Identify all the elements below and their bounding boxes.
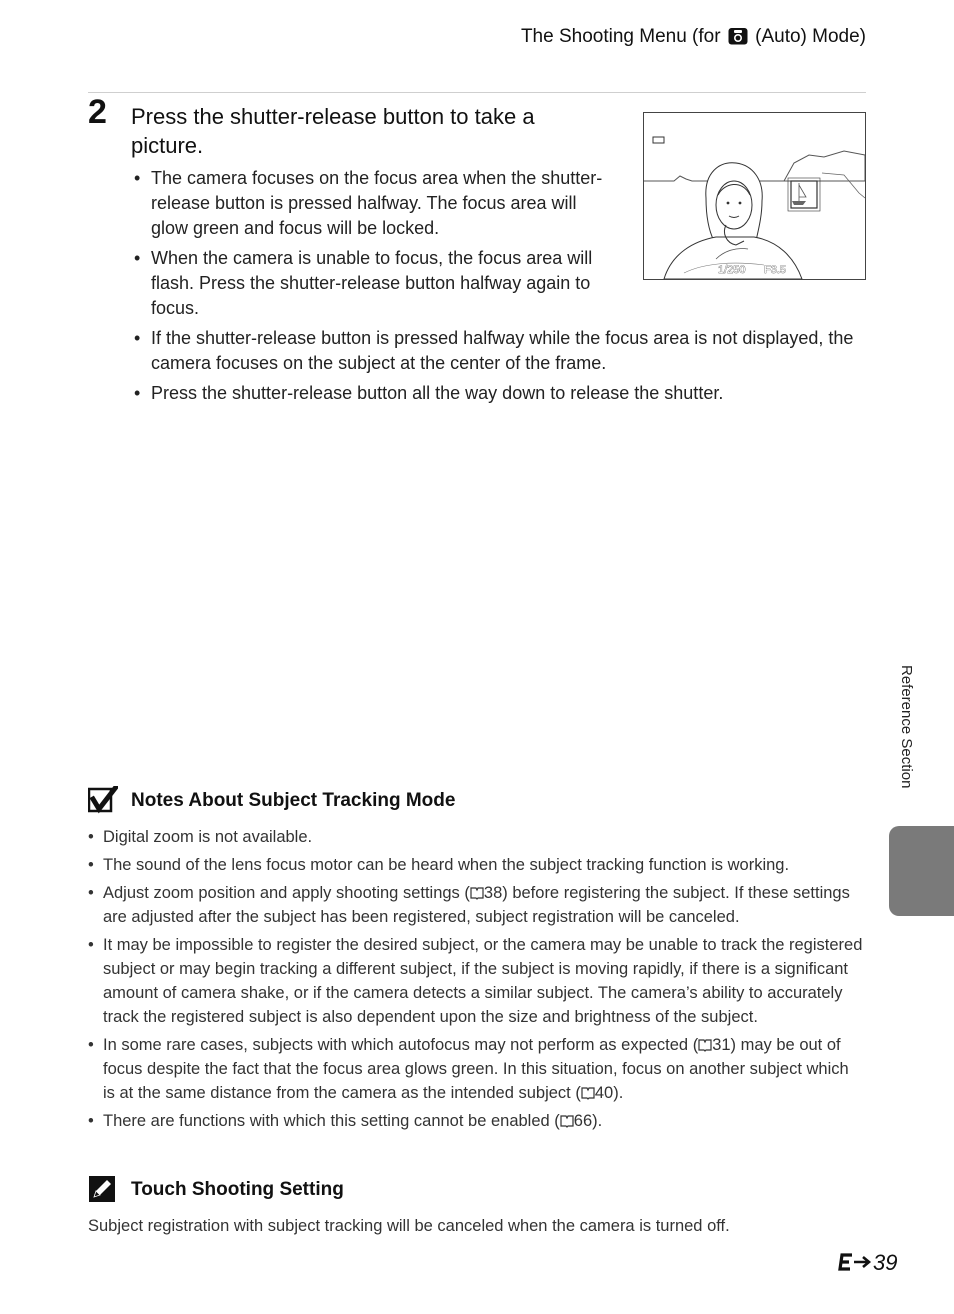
header-divider	[88, 92, 866, 93]
bullet-icon: •	[88, 884, 94, 902]
list-item: • Press the shutter-release button all the way down to release the shutter.	[151, 381, 861, 406]
list-item: • It may be impossible to register the desired subject, or the camera may be unable to track the registered subject or may begin tracking a different subject, if the subject is moving rapidly, if there is a significant amount of camera shake, or if the camera detects a similar subject. The camera’s ability to accurately track the registered subject is also dependent upon the size and brightness of the subject.	[103, 933, 863, 1029]
bullet-icon: •	[88, 1112, 94, 1130]
bullet-icon: •	[134, 383, 141, 403]
page-number: 39	[838, 1250, 897, 1279]
notes-bullet-list	[88, 825, 863, 1137]
touch-title: Touch Shooting Setting	[131, 1179, 344, 1200]
list-item: • If the shutter-release button is pressed halfway while the focus area is not displayed, the camera focuses on the subject at the center of the frame.	[134, 328, 854, 373]
checkmark-caution-icon	[88, 786, 118, 814]
bullet-icon: •	[134, 328, 141, 348]
list-item: • In some rare cases, subjects with which autofocus may not perform as expected ( 31) may be out of focus despite the fact that the focus area glows green. In this situation, focus on another subject which is at the same distance from the camera as the intended subject ( 40).	[103, 1033, 863, 1105]
list-item: • The camera focuses on the focus area when the shutter-release button is pressed halfway. The focus area will glow green and focus will be locked.	[134, 168, 603, 238]
page-reference-icon	[470, 883, 484, 897]
aperture-readout: F3.5	[764, 264, 787, 276]
list-item: • There are functions with which this setting cannot be enabled ( 66).	[103, 1109, 863, 1133]
side-section-label: Reference Section	[898, 665, 915, 789]
bullet-icon: •	[88, 856, 94, 874]
header-title-suffix: (Auto) Mode)	[755, 26, 866, 47]
shutter-speed-readout: 1/250	[718, 264, 746, 276]
list-item: • The sound of the lens focus motor can be heard when the subject tracking function is working.	[103, 853, 863, 877]
notes-title: Notes About Subject Tracking Mode	[131, 790, 456, 811]
list-item: • Digital zoom is not available.	[103, 825, 863, 849]
bullet-icon: •	[88, 1036, 94, 1054]
bullet-icon: •	[134, 168, 141, 188]
step-number: 2	[88, 93, 107, 131]
header-title	[521, 26, 866, 51]
camera-screen-illustration	[643, 112, 866, 280]
page-reference-icon	[698, 1035, 712, 1049]
pencil-icon	[88, 1175, 118, 1203]
bullet-icon: •	[88, 828, 94, 846]
touch-text: Subject registration with subject tracking will be canceled when the camera is turned off.	[88, 1217, 730, 1235]
reference-e-icon	[838, 1251, 872, 1279]
bullet-icon: •	[134, 248, 141, 268]
list-item: • Adjust zoom position and apply shooting settings ( 38) before registering the subject. If these settings are adjusted after the subject has been registered, subject registration will be canceled.	[103, 881, 863, 929]
page-reference-icon	[560, 1111, 574, 1125]
camera-icon	[728, 27, 748, 51]
header-title-prefix: The Shooting Menu (for	[520, 26, 721, 47]
section-tab	[889, 826, 954, 916]
bullet-icon: •	[88, 936, 94, 954]
step-heading: Press the shutter-release button to take a picture.	[131, 104, 535, 158]
list-item: • When the camera is unable to focus, the focus area will flash. Press the shutter-release button halfway again to focus.	[134, 248, 593, 318]
battery-icon	[653, 137, 664, 143]
page-reference-icon	[581, 1083, 595, 1097]
